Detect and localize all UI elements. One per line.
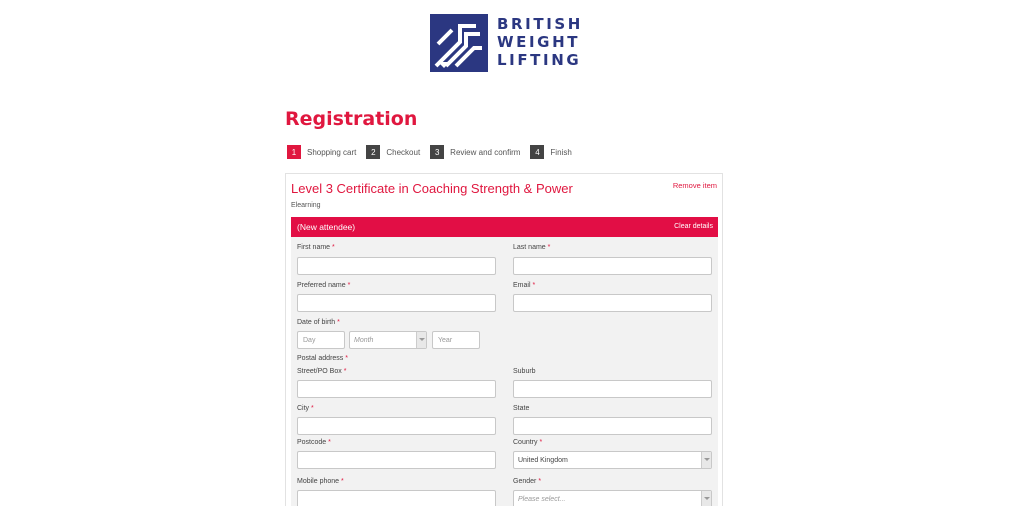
required-marker: * — [547, 244, 551, 251]
required-marker: * — [337, 319, 340, 326]
mobile-phone-label — [297, 478, 344, 485]
step-review-and-confirm — [430, 145, 520, 159]
required-marker: * — [328, 439, 331, 446]
step-number: 3 — [430, 145, 444, 159]
logo-line-3: LIFTING — [497, 51, 582, 69]
course-type: Elearning — [291, 202, 321, 209]
last-name-input[interactable] — [513, 257, 712, 275]
gender-label — [513, 478, 541, 485]
dob-month-select[interactable] — [349, 331, 427, 349]
date-of-birth-label-text: Date of birth — [297, 319, 336, 326]
required-marker: * — [539, 439, 543, 446]
first-name-label — [297, 244, 335, 251]
chevron-down-icon — [701, 452, 711, 468]
step-number: 2 — [366, 145, 380, 159]
country-value: United Kingdom — [518, 456, 568, 464]
step-checkout — [366, 145, 420, 159]
step-number: 1 — [287, 145, 301, 159]
dob-day-input[interactable]: Day — [297, 331, 345, 349]
step-finish — [530, 145, 571, 159]
gender-placeholder: Please select... — [518, 495, 566, 503]
preferred-name-label-text: Preferred name — [297, 282, 346, 289]
clear-details-link[interactable]: Clear details — [674, 223, 713, 230]
page-title: Registration — [285, 108, 418, 130]
remove-item-link[interactable]: Remove item — [672, 181, 717, 190]
required-marker: * — [345, 355, 348, 362]
postcode-label — [297, 439, 331, 446]
postal-address-label — [297, 355, 348, 362]
logo-line-1: BRITISH — [497, 15, 583, 33]
step-number: 4 — [530, 145, 544, 159]
country-select[interactable] — [513, 451, 712, 469]
mobile-phone-input[interactable] — [297, 490, 496, 506]
state-input[interactable] — [513, 417, 712, 435]
step-label: Checkout — [386, 147, 421, 157]
email-input[interactable] — [513, 294, 712, 312]
email-label-text: Email — [513, 282, 531, 289]
step-label: Finish — [550, 147, 572, 157]
attendee-name: (New attendee) — [297, 222, 356, 232]
logo-mark-icon — [430, 14, 488, 72]
postcode-label-text: Postcode — [297, 439, 327, 446]
country-label — [513, 439, 542, 446]
street-label — [297, 368, 346, 375]
gender-select[interactable] — [513, 490, 712, 506]
required-marker: * — [347, 282, 351, 289]
suburb-label: Suburb — [513, 368, 536, 375]
required-marker: * — [538, 478, 542, 485]
checkout-steps — [287, 144, 582, 160]
street-input[interactable] — [297, 380, 496, 398]
logo-wordmark — [497, 15, 583, 69]
step-label: Review and confirm — [450, 147, 521, 157]
city-label-text: City — [297, 405, 310, 412]
city-input[interactable] — [297, 417, 496, 435]
dob-month-placeholder: Month — [354, 336, 374, 344]
preferred-name-label — [297, 282, 350, 289]
cart-item-card — [285, 173, 723, 506]
state-label: State — [513, 405, 530, 412]
first-name-input[interactable] — [297, 257, 496, 275]
gender-label-text: Gender — [513, 478, 537, 485]
postal-address-label-text: Postal address — [297, 355, 344, 362]
required-marker: * — [332, 244, 335, 251]
chevron-down-icon — [416, 332, 426, 348]
country-label-text: Country — [513, 439, 538, 446]
required-marker: * — [311, 405, 314, 412]
first-name-label-text: First name — [297, 244, 331, 251]
suburb-input[interactable] — [513, 380, 712, 398]
attendee-form — [291, 237, 718, 506]
logo-line-2: WEIGHT — [497, 33, 581, 51]
last-name-label-text: Last name — [513, 244, 546, 251]
chevron-down-icon — [701, 491, 711, 506]
city-label — [297, 405, 314, 412]
course-title: Level 3 Certificate in Coaching Strength & Power — [291, 181, 573, 196]
required-marker: * — [532, 282, 536, 289]
street-label-text: Street/PO Box — [297, 368, 342, 375]
last-name-label — [513, 244, 550, 251]
date-of-birth-label — [297, 319, 340, 326]
dob-year-input[interactable]: Year — [432, 331, 480, 349]
required-marker: * — [343, 368, 347, 375]
step-label: Shopping cart — [307, 147, 357, 157]
required-marker: * — [340, 478, 344, 485]
step-shopping-cart — [287, 145, 356, 159]
preferred-name-input[interactable] — [297, 294, 496, 312]
british-weightlifting-logo — [430, 14, 590, 72]
attendee-header — [291, 217, 718, 237]
postcode-input[interactable] — [297, 451, 496, 469]
mobile-phone-label-text: Mobile phone — [297, 478, 340, 485]
email-label — [513, 282, 535, 289]
